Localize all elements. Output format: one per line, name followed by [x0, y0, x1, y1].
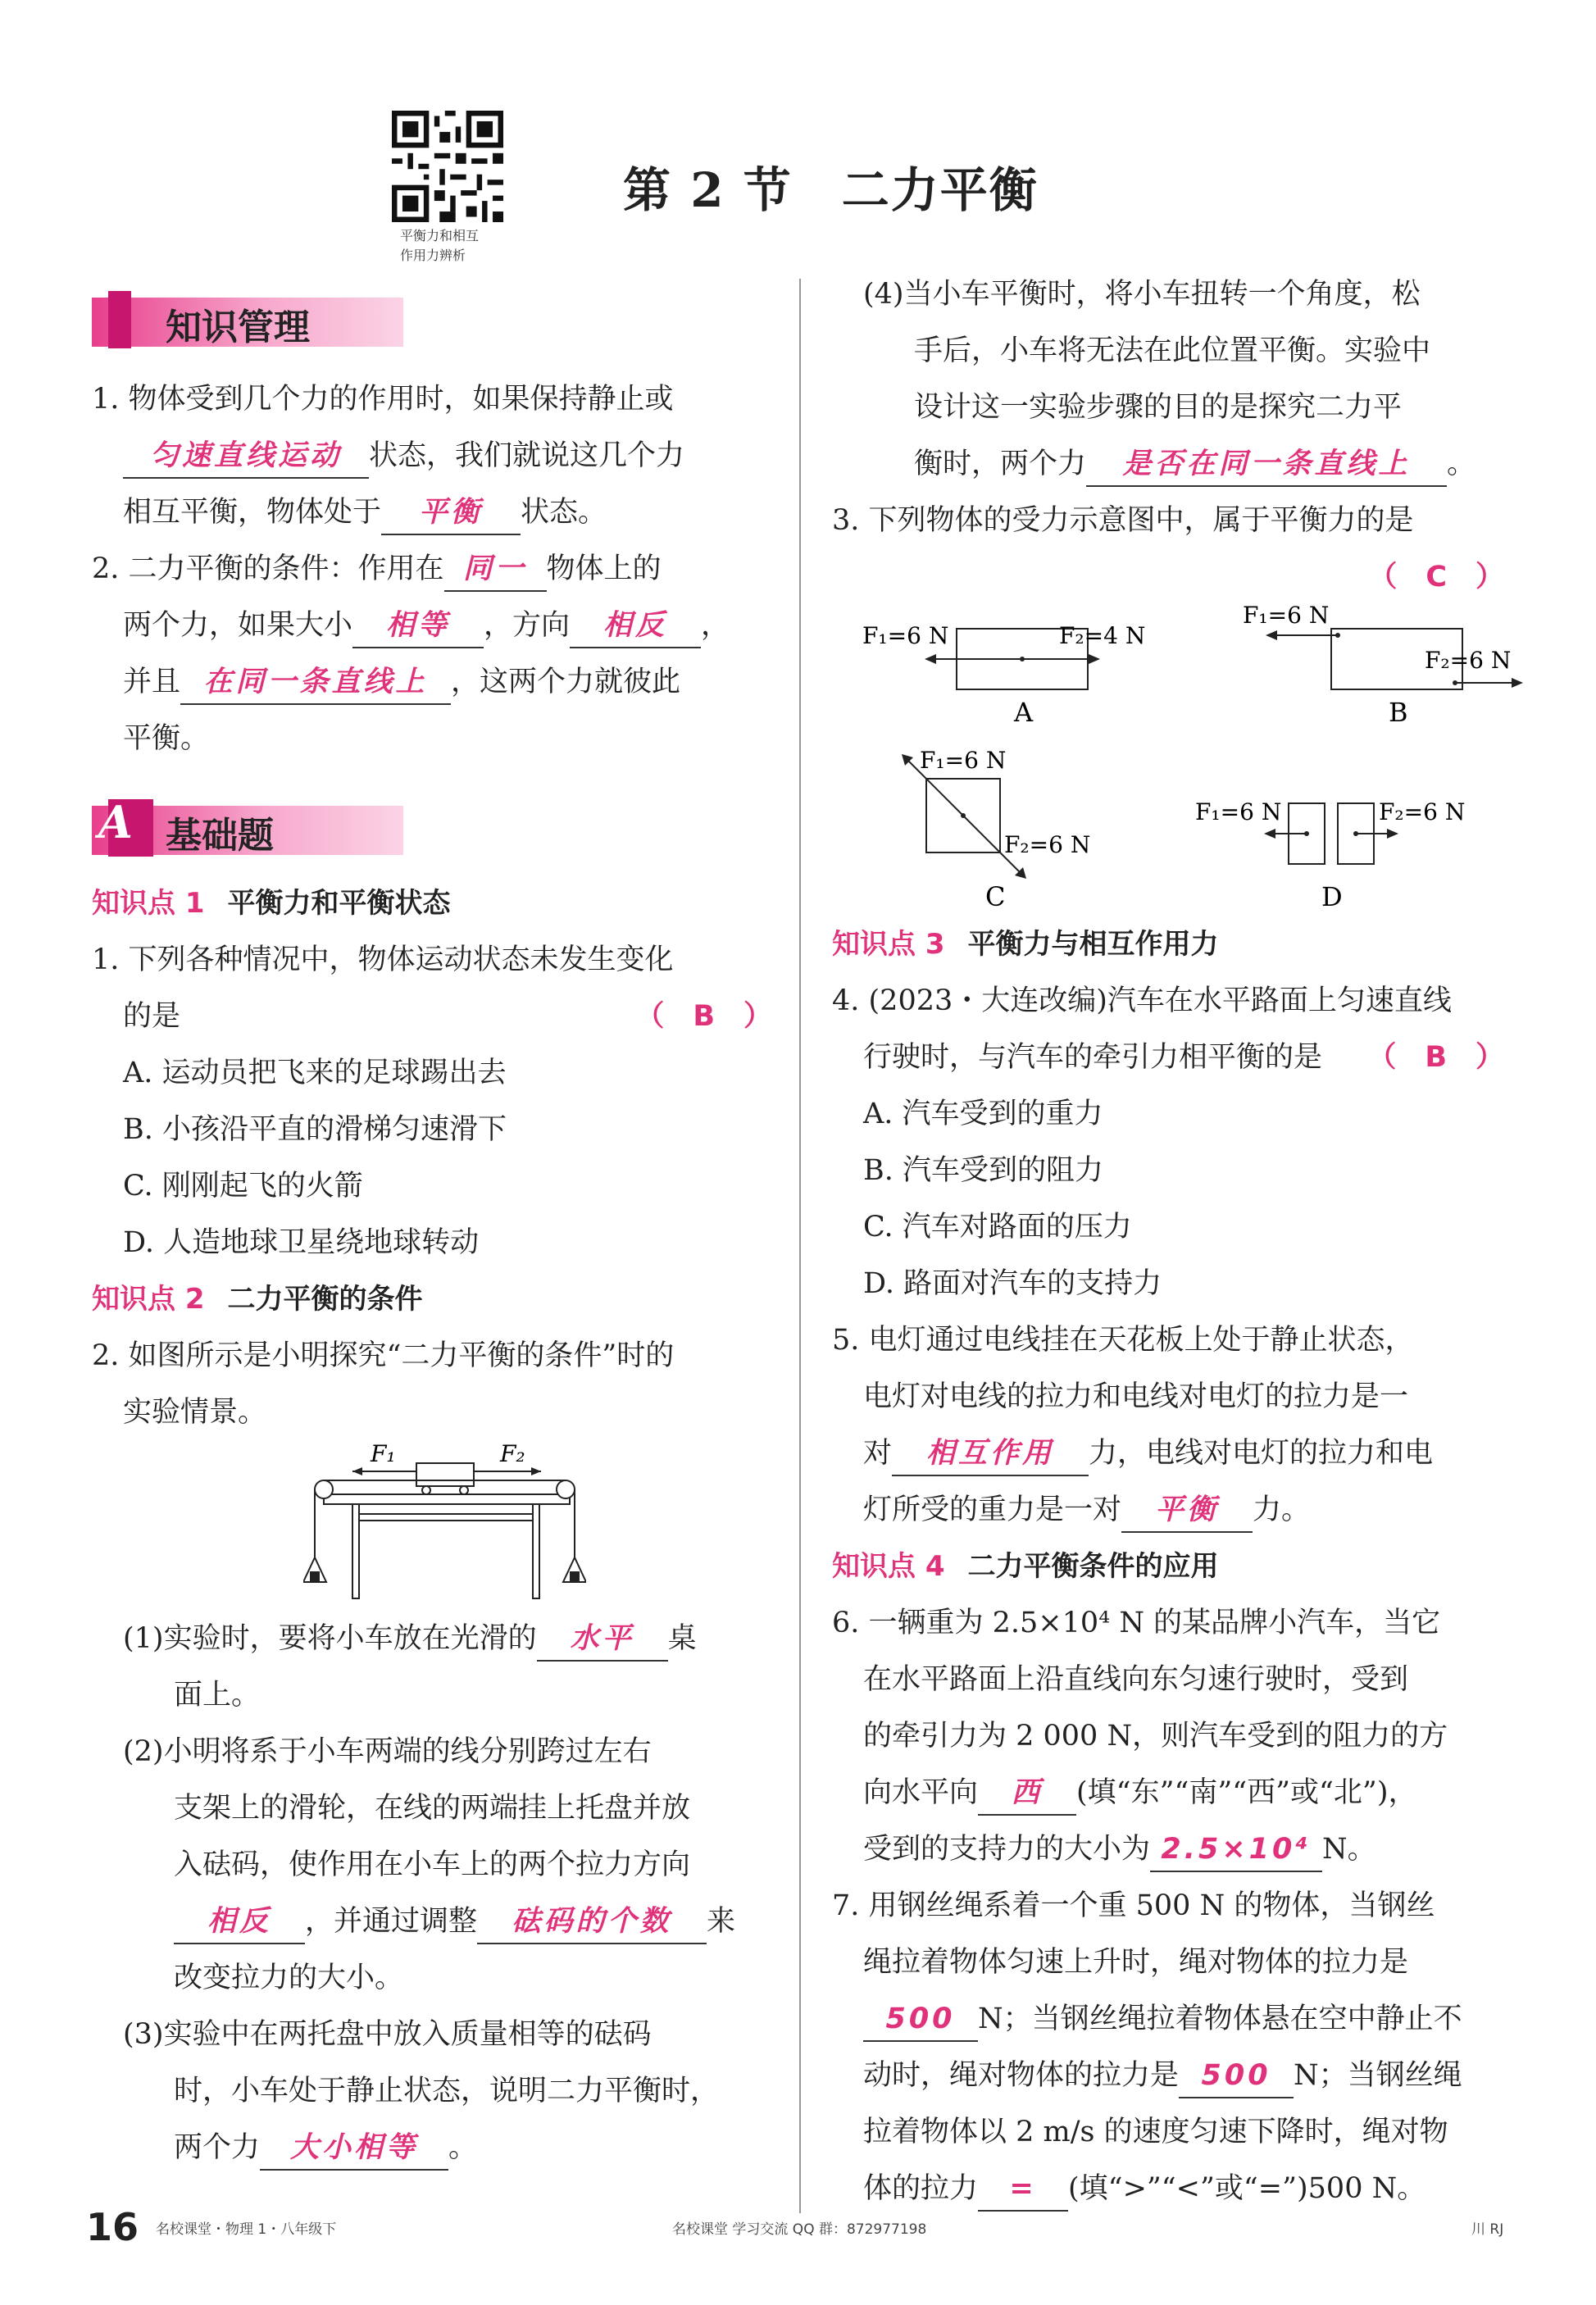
- option-c: C. 汽车对路面的压力: [863, 1211, 1132, 1243]
- option-b: B. 小孩沿平直的滑梯匀速滑下: [123, 1113, 507, 1146]
- knowledge-block: 1. 物体受到几个力的作用时，如果保持静止或 匀速直线运动 状态，我们就说这几个力 相互平衡，物体处于 平衡 状态。 2. 二力平衡的条件：作用在 同一 物体上的 两个力，如果大小 相等 ，方向 相反 ， 并且 在同一条直线上 ，这两个力就彼此 平衡。: [92, 383, 730, 755]
- answer-blank[interactable]: 砝码的个数: [477, 1900, 707, 1944]
- option-a: A. 运动员把飞来的足球踢出去: [123, 1057, 507, 1089]
- option-d: D. 人造地球卫星绕地球转动: [123, 1226, 480, 1259]
- answer-blank[interactable]: 相互作用: [892, 1432, 1089, 1476]
- svg-text:F₁=6 N: F₁=6 N: [1195, 798, 1282, 825]
- column-divider: [799, 279, 801, 2213]
- left-pulley: [315, 1480, 333, 1498]
- right-column-top: (4)当小车平衡时，将小车扭转一个角度，松 手后，小车将无法在此位置平衡。实验中 设计这一实验步骤的目的是探究二力平 衡时，两个力 是否在同一条直线上 。 3. 下列物体的受力示意图中，属于平衡力的是 （ C ）: [832, 278, 1504, 593]
- answer-blank[interactable]: 大小相等: [260, 2126, 448, 2171]
- answer-blank[interactable]: 同一: [444, 548, 547, 592]
- section-bar-knowledge: [92, 291, 420, 348]
- qr-code[interactable]: [392, 111, 503, 222]
- choice-answer: （ B ）: [1367, 1041, 1504, 1074]
- footer-book-title: 名校课堂・物理 1・八年级下: [156, 2221, 337, 2238]
- svg-text:B: B: [1389, 697, 1408, 728]
- cart: [416, 1463, 474, 1486]
- table-top: [324, 1494, 570, 1504]
- svg-text:F₂=6 N: F₂=6 N: [1004, 831, 1091, 858]
- answer-blank[interactable]: 相反: [174, 1900, 305, 1944]
- svg-text:F₁=6 N: F₁=6 N: [862, 622, 949, 649]
- answer-blank[interactable]: 相等: [352, 604, 484, 648]
- svg-text:A: A: [1014, 697, 1034, 728]
- force-label-f2: F₂: [500, 1440, 525, 1467]
- qr-caption: 平衡力和相互 作用力辨析: [400, 228, 480, 263]
- knowledge-point-1: 知识点 1 平衡力和平衡状态: [92, 887, 451, 920]
- answer-blank[interactable]: 500: [863, 1998, 978, 2042]
- option-b: B. 汽车受到的阻力: [863, 1154, 1103, 1187]
- section-title: 知识管理: [166, 307, 310, 348]
- page-number: 16: [86, 2205, 139, 2249]
- svg-text:C: C: [985, 881, 1006, 910]
- footer-qq-group: 名校课堂 学习交流 QQ 群：872977198: [672, 2221, 927, 2238]
- answer-blank[interactable]: 2.5×10⁴: [1150, 1828, 1322, 1872]
- answer-blank[interactable]: 是否在同一条直线上: [1086, 443, 1447, 487]
- choice-answer: （ C ）: [1368, 561, 1504, 593]
- svg-text:F₁=6 N: F₁=6 N: [920, 747, 1007, 774]
- svg-text:D: D: [1321, 881, 1343, 910]
- svg-text:F₁=6 N: F₁=6 N: [1243, 602, 1330, 629]
- section-bar-basic: [92, 796, 420, 857]
- section-title: 基础题: [166, 815, 274, 857]
- experiment-apparatus-figure: [303, 1439, 586, 1603]
- answer-blank[interactable]: 水平: [537, 1617, 668, 1662]
- force-diagrams-figure: [853, 594, 1533, 910]
- answer-blank[interactable]: 平衡: [1121, 1489, 1253, 1533]
- option-d: D. 路面对汽车的支持力: [863, 1267, 1162, 1300]
- answer-blank[interactable]: 相反: [570, 604, 701, 648]
- option-c: C. 刚刚起飞的火箭: [123, 1170, 363, 1203]
- svg-text:F₂=6 N: F₂=6 N: [1425, 647, 1512, 674]
- diagram-d: [1195, 798, 1465, 910]
- footer-edition: 川 RJ: [1471, 2221, 1504, 2238]
- svg-text:F₂=6 N: F₂=6 N: [1379, 798, 1466, 825]
- svg-text:F₂=4 N: F₂=4 N: [1059, 622, 1146, 649]
- answer-blank[interactable]: 匀速直线运动: [123, 434, 369, 479]
- answer-blank[interactable]: 500: [1179, 2054, 1294, 2098]
- diagram-b: [1243, 602, 1523, 728]
- force-label-f1: F₁: [371, 1440, 396, 1467]
- page-title: 第 2 节 二力平衡: [623, 162, 1039, 218]
- q2-subquestions: (1)实验时，要将小车放在光滑的 水平 桌 面上。 (2)小明将系于小车两端的线分别跨过左右 支架上的滑轮，在线的两端挂上托盘并放 入砝码，使作用在小车上的两个拉力方向 相反 ，并通过调整 砝码的个数 来 改变拉力的大小。 (3)实验中在两托盘中放入质量相等的砝码 时，小车处于静止状态，说明二力平衡时， 两个力 大小相等 。: [92, 1611, 772, 2176]
- knowledge-point-3: 知识点 3 平衡力与相互作用力: [832, 928, 1219, 961]
- answer-blank[interactable]: =: [978, 2167, 1068, 2212]
- diagram-c: [902, 747, 1090, 910]
- answer-blank[interactable]: 在同一条直线上: [180, 661, 451, 705]
- basic-block: 知识点 1 平衡力和平衡状态 1. 下列各种情况中，物体运动状态未发生变化 的是 （ B ） A. 运动员把飞来的足球踢出去 B. 小孩沿平直的滑梯匀速滑下 C. 刚刚起飞的火箭 D. 人造地球卫星绕地球转动 知识点 2 二力平衡的条件 2. 如图所示是小明探究“二力平衡的条件”时的 实验情景。: [92, 875, 772, 1441]
- knowledge-point-4: 知识点 4 二力平衡条件的应用: [832, 1550, 1219, 1583]
- choice-answer: （ B ）: [635, 1000, 772, 1033]
- knowledge-point-2: 知识点 2 二力平衡的条件: [92, 1283, 423, 1316]
- diagram-a: [862, 622, 1145, 728]
- option-a: A. 汽车受到的重力: [863, 1098, 1103, 1130]
- answer-blank[interactable]: 西: [978, 1771, 1076, 1816]
- right-column-bottom: 知识点 3 平衡力与相互作用力 4. (2023・大连改编)汽车在水平路面上匀速直线 行驶时，与汽车的牵引力相平衡的是 （ B ） A. 汽车受到的重力 B. 汽车受到的阻力 C. 汽车对路面的压力 D. 路面对汽车的支持力 5. 电灯通过电线挂在天花板上处于静止状态， 电灯对电线的拉力和电线对电灯的拉力是一 对 相互作用 力，电线对电灯的拉力和电 灯所受的重力是一对 平衡 力。 知识点 4 二力平衡条件的应用 6. 一辆重为 2.5×10⁴ N 的某品牌小汽车，当它 在水平路面上沿直线向东匀速行驶时，受到 的牵引力为 2 000 N，则汽车受到的阻力的方 向水平向 西 (填“东”“南”“西”或“北”)， 受到的支持力的大小为 2.5×10⁴ N。 7. 用钢丝绳系着一个重 500 N 的物体，当钢丝 绳拉着物体匀速上升时，绳对物体的拉力是 500 N；当钢丝绳拉着物体悬在空中静止不 动时，绳对物体的拉力是 500 N；当钢丝绳 拉着物体以 2 m/s 的速度匀速下降时，绳对物 体的拉力 = (填“>”“<”或“=”)500 N。: [832, 916, 1512, 2217]
- answer-blank[interactable]: 平衡: [381, 491, 521, 535]
- right-pulley: [557, 1480, 575, 1498]
- section-letter: A: [98, 796, 133, 848]
